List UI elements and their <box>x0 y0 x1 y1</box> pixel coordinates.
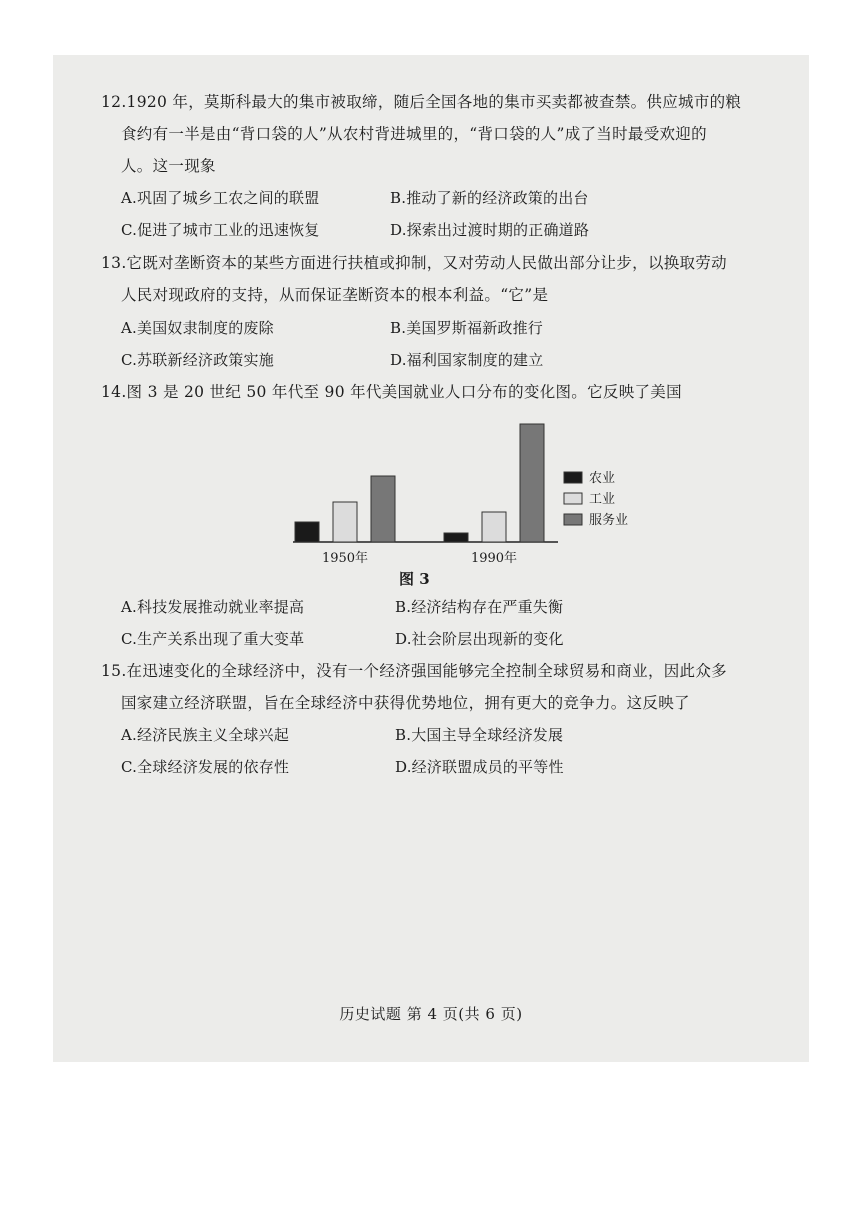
legend-label: 农业 <box>589 471 616 486</box>
q14-option-a: A.科技发展推动就业率提高 <box>121 598 305 616</box>
q14-option-d: D.社会阶层出现新的变化 <box>395 630 564 648</box>
q12-option-d: D.探索出过渡时期的正确道路 <box>390 221 590 239</box>
figure-caption: 图 3 <box>399 570 430 588</box>
legend-label: 服务业 <box>589 513 629 528</box>
q12-line-2: 食约有一半是由“背口袋的人”从农村背进城里的，“背口袋的人”成了当时最受欢迎的 <box>121 125 707 143</box>
q15-line-1: 15.在迅速变化的全球经济中，没有一个经济强国能够完全控制全球贸易和商业，因此众多 <box>101 662 727 680</box>
q15-option-c: C.全球经济发展的依存性 <box>121 758 290 776</box>
q14-option-b: B.经济结构存在严重失衡 <box>395 598 564 616</box>
q13-option-a: A.美国奴隶制度的废除 <box>121 319 274 337</box>
q13-option-b: B.美国罗斯福新政推行 <box>390 319 543 337</box>
bar-1-3 <box>371 476 395 542</box>
q13-line-2: 人民对现政府的支持，从而保证垄断资本的根本利益。“它”是 <box>121 286 549 304</box>
bar-1-1 <box>295 522 319 542</box>
q12-line-3: 人。这一现象 <box>121 157 216 175</box>
bar-2-3 <box>520 424 544 542</box>
legend-label: 工业 <box>589 492 616 507</box>
x-tick-label: 1950年 <box>321 551 369 566</box>
q12-option-c: C.促进了城市工业的迅速恢复 <box>121 221 320 239</box>
q15-option-d: D.经济联盟成员的平等性 <box>395 758 564 776</box>
q13-option-c: C.苏联新经济政策实施 <box>121 351 274 369</box>
q14-line-1: 14.图 3 是 20 世纪 50 年代至 90 年代美国就业人口分布的变化图。它反映了美国 <box>101 383 682 401</box>
legend-swatch <box>564 514 582 525</box>
employment-bar-chart <box>233 407 629 587</box>
q13-line-1: 13.它既对垄断资本的某些方面进行扶植或抑制，又对劳动人民做出部分让步，以换取劳动 <box>101 254 727 272</box>
q15-option-b: B.大国主导全球经济发展 <box>395 726 564 744</box>
q12-line-1: 12.1920 年，莫斯科最大的集市被取缔，随后全国各地的集市买卖都被查禁。供应城市的粮 <box>101 93 742 111</box>
page-footer: 历史试题 第 4 页(共 6 页) <box>339 1005 523 1023</box>
exam-page <box>53 55 809 1062</box>
q12-option-b: B.推动了新的经济政策的出台 <box>390 189 589 207</box>
q15-option-a: A.经济民族主义全球兴起 <box>121 726 290 744</box>
bar-2-2 <box>482 512 506 542</box>
x-tick-label: 1990年 <box>470 551 518 566</box>
q12-option-a: A.巩固了城乡工农之间的联盟 <box>121 189 320 207</box>
q14-option-c: C.生产关系出现了重大变革 <box>121 630 305 648</box>
legend-swatch <box>564 472 582 483</box>
bar-1-2 <box>333 502 357 542</box>
legend-swatch <box>564 493 582 504</box>
bar-2-1 <box>444 533 468 542</box>
q15-line-2: 国家建立经济联盟，旨在全球经济中获得优势地位，拥有更大的竞争力。这反映了 <box>121 694 690 712</box>
q13-option-d: D.福利国家制度的建立 <box>390 351 544 369</box>
